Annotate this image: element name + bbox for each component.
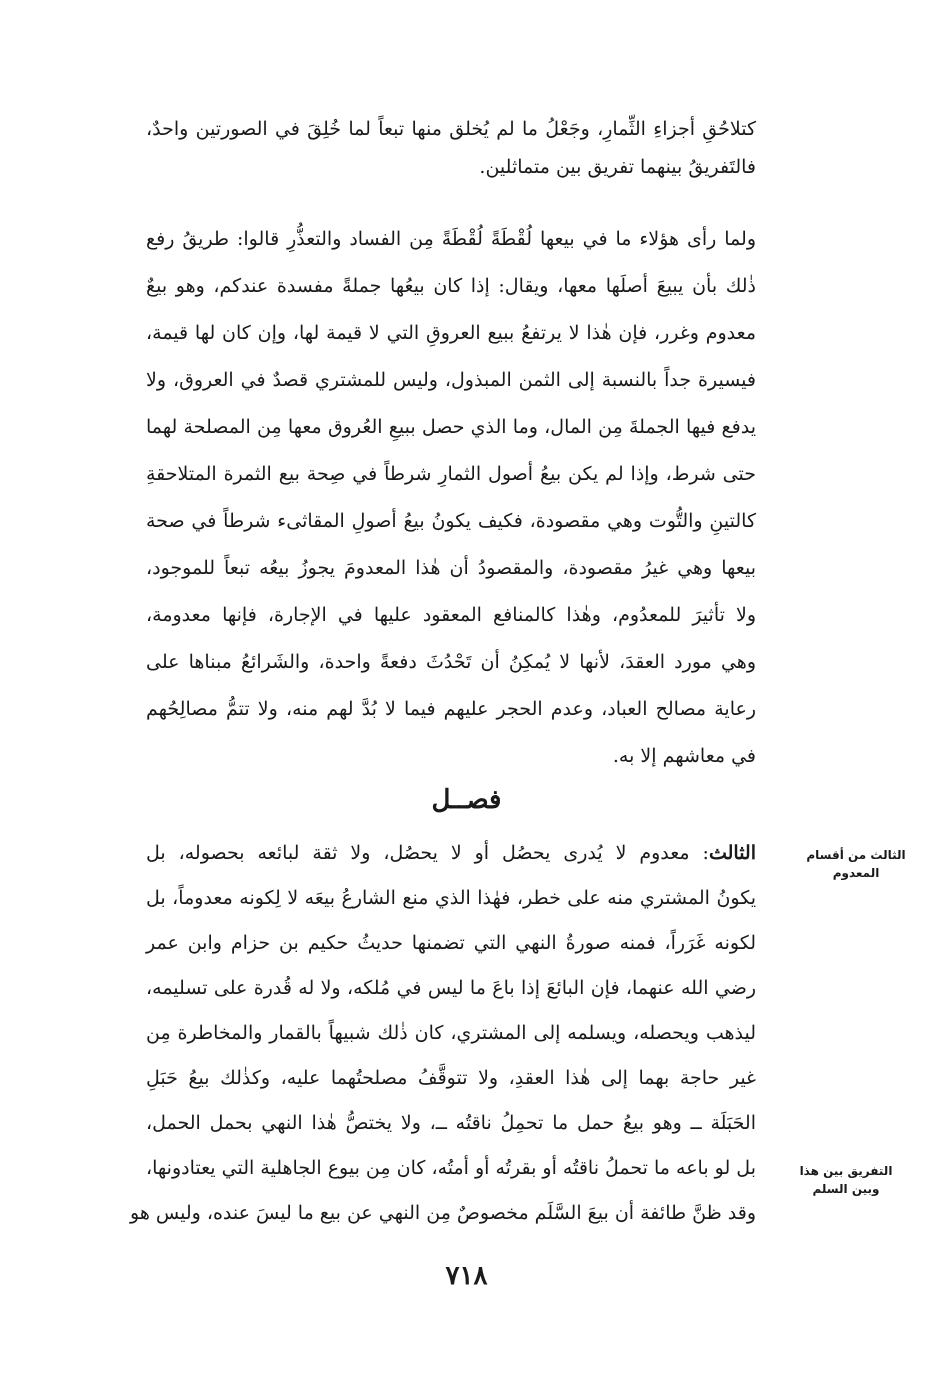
text-line: فيسيرة جداً بالنسبة إلى الثمن المبذول، وليس للمشتري قصدٌ في العروق، ولا (146, 369, 756, 391)
paragraph-3 (130, 834, 756, 1234)
margin-note-third-category: الثالث من أقسام المعدوم (806, 848, 906, 880)
text-line: كالتينِ والتُّوت وهي مقصودة، فكيف يكونُ بيعُ أصولِ المقاثىء شرطاً في صحة (146, 510, 756, 532)
text-line: وهي مورد العقدَ، لأنها لا يُمكِنُ أن تَحْدُثَ دفعةً واحدة، والشَرائعُ مبناها على (146, 651, 756, 673)
text-line-lead (146, 834, 756, 872)
text-line: رعاية مصالح العباد، وعدم الحجر عليهم فيما لا بُدَّ لهم منه، ولا تتمُّ مصالِحُهم (146, 698, 756, 720)
text-line: ولما رأى هؤلاء ما في بيعها لُقْطَةً لُقْطَةً مِن الفساد والتعذُّرِ قالوا: طريقُ رفع (146, 228, 756, 250)
text-line: فالتَفريقُ بينهما تفريق بين متماثلين. (479, 156, 756, 178)
text-line: رضي الله عنهما، فإن البائعَ إذا باعَ ما ليس في مُلكه، ولا له قُدرة على تسليمه، (146, 977, 756, 999)
text-line: ليذهب ويحصله، ويسلمه إلى المشتري، كان ذٰلك شبيهاً بالقمار والمخاطرة مِن (146, 1022, 756, 1044)
text-line: حتى شرط، وإذا لم يكن بيعُ أصول الثمارِ شرطاً في صِحة بيع الثمرة المتلاحقةِ (146, 463, 756, 485)
page-number: ٧١٨ (445, 1261, 488, 1291)
paragraph-lead: الثالث (708, 842, 756, 864)
text-line: الحَبَلَة ــ وهو بيعُ حمل ما تحمِلُ ناقتُه ــ، ولا يختصُّ هٰذا النهي بحمل الحمل، (146, 1112, 756, 1134)
section-heading: فصــل (431, 785, 502, 815)
lead-line-text: : معدوم لا يُدرى يحصُل أو لا يحصُل، ولا ثقة لبائعه بحصوله، بل (146, 842, 709, 864)
text-line: معدوم وغرر، فإن هٰذا لا يرتفعُ ببيع العروقِ التي لا قيمة لها، وإن كان لها قيمة، (146, 322, 756, 344)
text-line: بل لو باعه ما تحملُ ناقتُه أو بقرتُه أو أمتُه، كان مِن بيوع الجاهلية التي يعتادونها، (146, 1157, 756, 1179)
text-line: غير حاجة بهما إلى هٰذا العقدِ، ولا تتوقَّفُ مصلحتُهما عليه، وكذٰلك بيعُ حَبَلِ (146, 1067, 756, 1089)
text-line: وقد ظنَّ طائفة أن بيعَ السَّلَم مخصوصٌ مِن النهي عن بيع ما ليسَ عنده، وليس هو (130, 1202, 756, 1224)
text-line: في معاشهم إلا به. (612, 745, 756, 767)
margin-note-salam-distinction: التفريق بين هذا وبين السلم (799, 1164, 893, 1196)
text-line: ولا تأثيرَ للمعدُوم، وهٰذا كالمنافع المعقود عليها في الإجارة، فإنها معدومة، (146, 604, 756, 626)
text-line: يدفع فيها الجملةَ مِن المال، وما الذي حصل ببيعِ العُروق معها مِن المصلحة لهما (146, 416, 756, 438)
text-line: كتلاحُقِ أجزاءِ الثِّمارِ، وجَعْلُ ما لم يُخلق منها تبعاً لما خُلِقَ في الصورتين واحدٌ، (146, 118, 756, 140)
text-line: لكونه غَرَراً، فمنه صورةُ النهي التي تضمنها حديثُ حكيم بن حزام وابن عمر (146, 932, 756, 954)
text-line: بيعها وهي غيرُ مقصودة، والمقصودُ أن هٰذا المعدومَ يجوزُ بيعُه تبعاً للموجود، (146, 557, 756, 579)
text-line: يكونُ المشتري منه على خطر، فهٰذا الذي منع الشارعُ بيعَه لا لِكونه معدوماً، بل (146, 887, 756, 909)
paragraph-1 (146, 110, 756, 186)
paragraph-2 (146, 220, 756, 767)
text-line: ذٰلك بأن يبيعَ أصلَها معها، ويقال: إذا كان بيعُها جملةً مفسدة عندكم، وهو بيعٌ (146, 275, 756, 297)
